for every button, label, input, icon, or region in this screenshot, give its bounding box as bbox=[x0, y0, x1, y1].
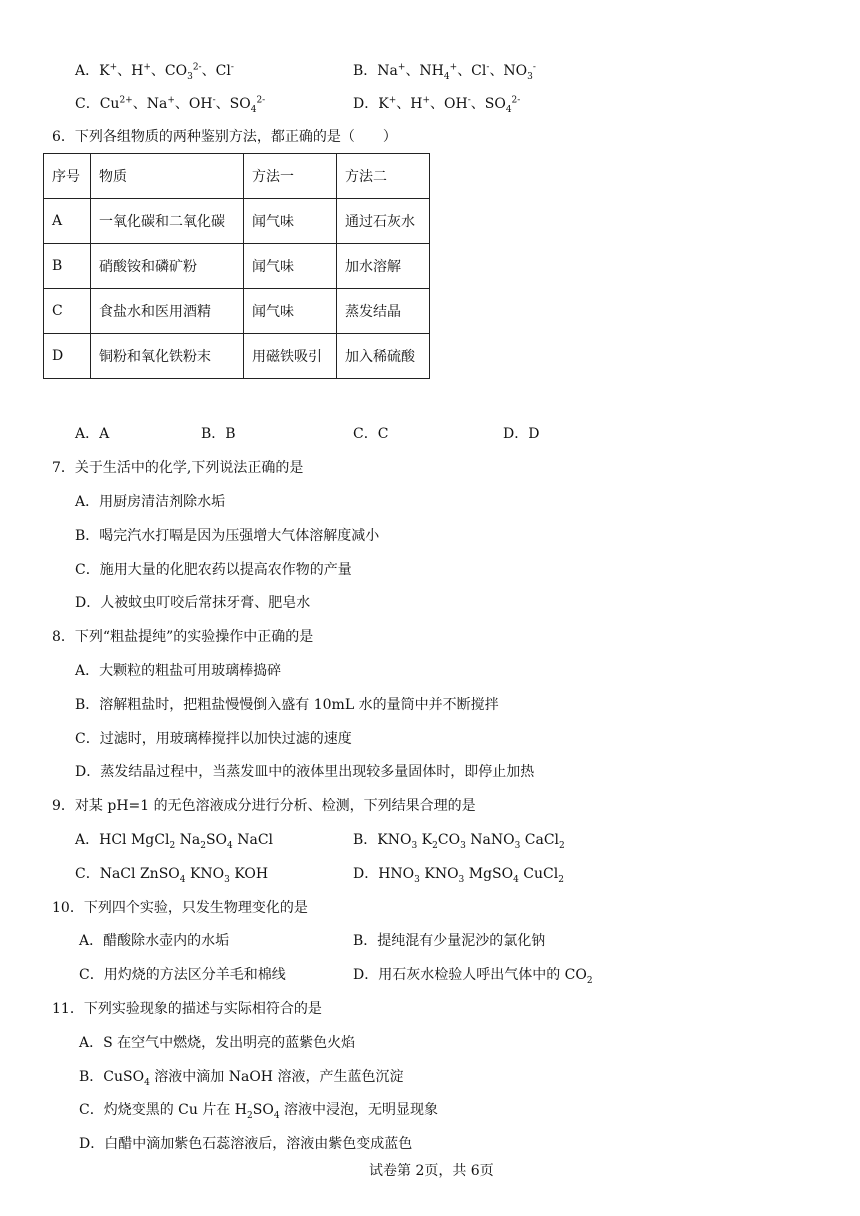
q5-option-c: C．$Cu^{2+}$、Na+、OH-、$SO_4^{2-}$ bbox=[75, 95, 266, 115]
table-cell: 加水溶解 bbox=[337, 244, 430, 289]
table-row bbox=[44, 244, 430, 289]
q8-option-a: A．大颗粒的粗盐可用玻璃棒捣碎 bbox=[75, 663, 282, 679]
q6-option-d: D．D bbox=[503, 426, 540, 442]
q7-option-d: D．人被蚊虫叮咬后常抹牙膏、肥皂水 bbox=[75, 595, 311, 611]
q5-option-a: A．K+、H+、$CO_3^{2-}$、Cl- bbox=[75, 62, 234, 82]
table-header-row bbox=[44, 154, 430, 199]
q10-stem: 10．下列四个实验，只发生物理变化的是 bbox=[52, 900, 308, 916]
table-cell: 铜粉和氧化铁粉末 bbox=[91, 334, 244, 379]
table-cell: 闻气味 bbox=[244, 199, 337, 244]
table-header-cell: 物质 bbox=[91, 154, 244, 199]
q9-stem: 9．对某 pH=1 的无色溶液成分进行分析、检测，下列结果合理的是 bbox=[52, 798, 476, 814]
q8-option-b: B．溶解粗盐时，把粗盐慢慢倒入盛有 10mL 水的量筒中并不断搅拌 bbox=[75, 697, 499, 713]
table-header-cell: 序号 bbox=[44, 154, 91, 199]
q6-option-c: C．C bbox=[353, 426, 389, 442]
table-cell: 加入稀硫酸 bbox=[337, 334, 430, 379]
q10-option-b: B．提纯混有少量泥沙的氯化钠 bbox=[353, 933, 546, 949]
table-row bbox=[44, 199, 430, 244]
q10-option-a: A．醋酸除水壶内的水垢 bbox=[79, 933, 230, 949]
q10-option-c: C．用灼烧的方法区分羊毛和棉线 bbox=[79, 967, 286, 983]
table-row bbox=[44, 289, 430, 334]
table-cell: 闻气味 bbox=[244, 289, 337, 334]
table-cell: 硝酸铵和磷矿粉 bbox=[91, 244, 244, 289]
q11-stem: 11．下列实验现象的描述与实际相符合的是 bbox=[52, 1001, 322, 1017]
table-header-cell: 方法二 bbox=[337, 154, 430, 199]
q11-option-a: A．S 在空气中燃烧，发出明亮的蓝紫色火焰 bbox=[79, 1035, 356, 1051]
table-cell: 通过石灰水 bbox=[337, 199, 430, 244]
table-cell: 食盐水和医用酒精 bbox=[91, 289, 244, 334]
table-header-cell: 方法一 bbox=[244, 154, 337, 199]
table-cell: 一氧化碳和二氧化碳 bbox=[91, 199, 244, 244]
table-cell: A bbox=[44, 199, 91, 244]
q7-option-a: A．用厨房清洁剂除水垢 bbox=[75, 494, 226, 510]
q6-option-a: A．A bbox=[75, 426, 110, 442]
q5-option-d: D．K+、H+、OH-、$SO_4^{2-}$ bbox=[353, 95, 521, 115]
q11-option-d: D．白醋中滴加紫色石蕊溶液后，溶液由紫色变成蓝色 bbox=[79, 1136, 413, 1152]
q5-option-b: B．Na+、$NH_4^+$、Cl-、$NO_3^-$ bbox=[353, 62, 536, 82]
table-cell: C bbox=[44, 289, 91, 334]
q6-table bbox=[43, 153, 430, 379]
q6-stem: 6．下列各组物质的两种鉴别方法，都正确的是（ ） bbox=[52, 129, 397, 145]
q8-option-d: D．蒸发结晶过程中，当蒸发皿中的液体里出现较多量固体时，即停止加热 bbox=[75, 764, 535, 780]
q9-option-c: C．NaCl ZnSO$_4$ $KNO_3$ KOH bbox=[75, 866, 269, 885]
table-cell: D bbox=[44, 334, 91, 379]
q11-option-c: C．灼烧变黑的 Cu 片在 $H_2SO_4$ 溶液中浸泡，无明显现象 bbox=[79, 1102, 438, 1121]
q9-option-a: A．HCl MgCl$_2$ $Na_2SO_4$ NaCl bbox=[75, 832, 274, 851]
q10-option-d: D．用石灰水检验人呼出气体中的 $CO_2$ bbox=[353, 967, 593, 986]
q9-option-b: B．$KNO_3$ $K_2CO_3$ NaNO$_3$ CaCl$_2$ bbox=[353, 832, 565, 851]
q9-option-d: D．$HNO_3$ $KNO_3$ MgSO$_4$ CuCl$_2$ bbox=[353, 866, 564, 885]
q8-stem: 8．下列“粗盐提纯”的实验操作中正确的是 bbox=[52, 629, 314, 645]
table-cell: 闻气味 bbox=[244, 244, 337, 289]
q6-option-b: B．B bbox=[201, 426, 236, 442]
q7-stem: 7．关于生活中的化学,下列说法正确的是 bbox=[52, 460, 304, 476]
table-cell: 蒸发结晶 bbox=[337, 289, 430, 334]
table-cell: 用磁铁吸引 bbox=[244, 334, 337, 379]
q7-option-c: C．施用大量的化肥农药以提高农作物的产量 bbox=[75, 562, 352, 578]
q7-option-b: B．喝完汽水打嗝是因为压强增大气体溶解度减小 bbox=[75, 528, 380, 544]
q8-option-c: C．过滤时，用玻璃棒搅拌以加快过滤的速度 bbox=[75, 731, 352, 747]
table-row bbox=[44, 334, 430, 379]
page-footer: 试卷第 2页，共 6页 bbox=[369, 1163, 494, 1179]
table-cell: B bbox=[44, 244, 91, 289]
q11-option-b: B．CuSO$_4$ 溶液中滴加 NaOH 溶液，产生蓝色沉淀 bbox=[79, 1069, 404, 1088]
